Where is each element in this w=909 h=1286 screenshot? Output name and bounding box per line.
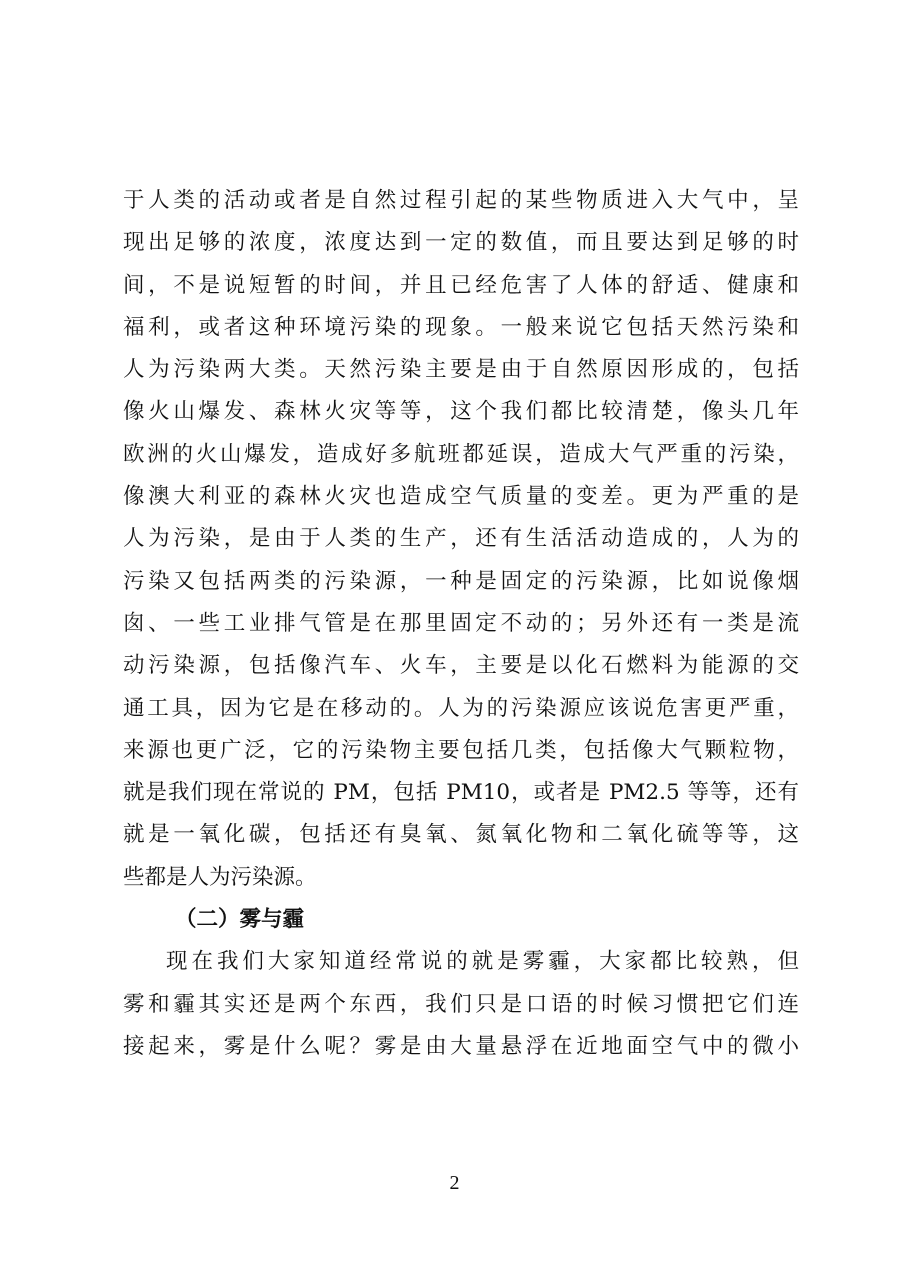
text-line: 欧洲的火山爆发，造成好多航班都延误，造成大气严重的污染，: [123, 441, 799, 467]
text-line: 间，不是说短暂的时间，并且已经危害了人体的舒适、健康和: [123, 272, 799, 298]
text-line: 囱、一些工业排气管是在那里固定不动的；另外还有一类是流: [123, 610, 799, 636]
text-line: 像火山爆发、森林火灾等等，这个我们都比较清楚，像头几年: [123, 399, 799, 425]
text-line: 就是我们现在常说的 PM，包括 PM10，或者是 PM2.5 等等，还有: [123, 780, 799, 806]
text-line: 现在我们大家知道经常说的就是雾霾，大家都比较熟，但: [166, 949, 799, 975]
text-line: 动污染源，包括像汽车、火车，主要是以化石燃料为能源的交: [123, 653, 799, 679]
text-line: 福利，或者这种环境污染的现象。一般来说它包括天然污染和: [123, 314, 799, 340]
text-line: 雾和霾其实还是两个东西，我们只是口语的时候习惯把它们连: [123, 991, 799, 1017]
text-line: 像澳大利亚的森林火灾也造成空气质量的变差。更为严重的是: [123, 484, 799, 510]
text-line: 于人类的活动或者是自然过程引起的某些物质进入大气中，呈: [123, 188, 799, 213]
document-body: [123, 180, 799, 1068]
text-line: 污染又包括两类的污染源，一种是固定的污染源，比如说像烟: [123, 568, 799, 594]
text-line: 人为污染，是由于人类的生产，还有生活活动造成的，人为的: [123, 526, 799, 552]
text-line: 就是一氧化碳，包括还有臭氧、氮氧化物和二氧化硫等等，这: [123, 822, 799, 848]
text-line: 些都是人为污染源。: [123, 864, 317, 890]
text-line: 现出足够的浓度，浓度达到一定的数值，而且要达到足够的时: [123, 230, 799, 256]
page-number: 2: [449, 1172, 460, 1194]
section-heading: （二）雾与霾: [175, 907, 305, 933]
text-line: 接起来，雾是什么呢？雾是由大量悬浮在近地面空气中的微小: [123, 1033, 799, 1059]
text-line: 来源也更广泛，它的污染物主要包括几类，包括像大气颗粒物，: [123, 737, 799, 763]
text-line: 通工具，因为它是在移动的。人为的污染源应该说危害更严重，: [123, 695, 799, 721]
text-line: 人为污染两大类。天然污染主要是由于自然原因形成的，包括: [123, 357, 799, 383]
